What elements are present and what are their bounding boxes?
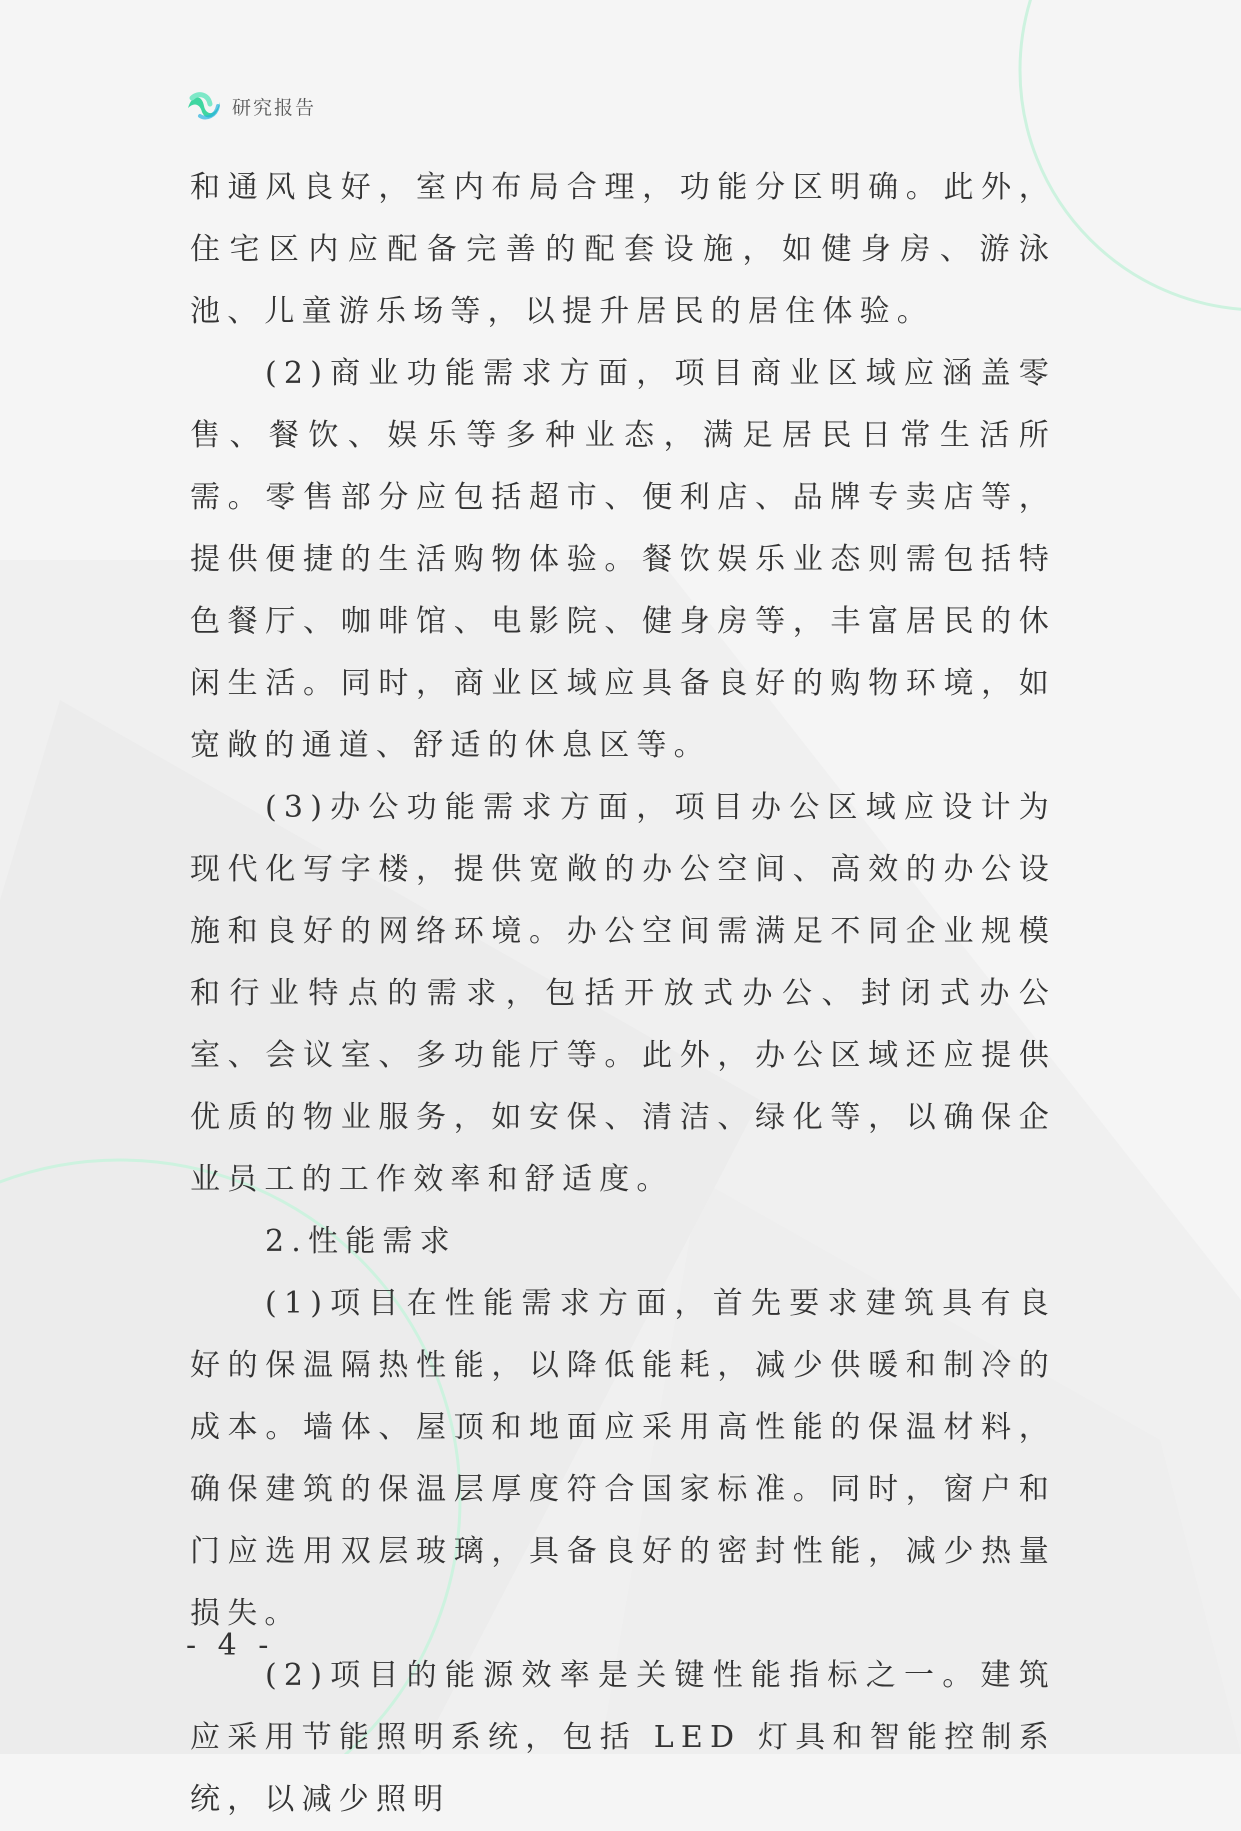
body-paragraph: (3)办公功能需求方面，项目办公区域应设计为现代化写字楼，提供宽敞的办公空间、高效的办公设施和良好的网络环境。办公空间需满足不同企业规模和行业特点的需求，包括开放式办公、封闭式办公室、会议室、多功能厅等。此外，办公区域还应提供优质的物业服务，如安保、清洁、绿化等，以确保企业员工的工作效率和舒适度。: [190, 790, 1056, 1197]
report-header: [186, 88, 316, 124]
leaf-logo-icon: [186, 90, 222, 122]
body-paragraph: (2)项目的能源效率是关键性能指标之一。建筑应采用节能照明系统，包括 LED 灯具和智能控制系统，以减少照明: [190, 1658, 1056, 1817]
header-title: 研究报告: [232, 96, 317, 119]
body-paragraph: (1)项目在性能需求方面，首先要求建筑具有良好的保温隔热性能，以降低能耗，减少供暖和制冷的成本。墙体、屋顶和地面应采用高性能的保温材料，确保建筑的保温层厚度符合国家标准。同时，窗户和门应选用双层玻璃，具备良好的密封性能，减少热量损失。: [190, 1286, 1056, 1631]
body-paragraph: 和通风良好，室内布局合理，功能分区明确。此外，住宅区内应配备完善的配套设施，如健身房、游泳池、儿童游乐场等，以提升居民的居住体验。: [190, 170, 1056, 329]
section-heading: 2.性能需求: [265, 1224, 457, 1259]
page-number: - 4 -: [186, 1628, 275, 1663]
body-paragraph: (2)商业功能需求方面，项目商业区域应涵盖零售、餐饮、娱乐等多种业态，满足居民日常生活所需。零售部分应包括超市、便利店、品牌专卖店等，提供便捷的生活购物体验。餐饮娱乐业态则需包括特色餐厅、咖啡馆、电影院、健身房等，丰富居民的休闲生活。同时，商业区域应具备良好的购物环境，如宽敞的通道、舒适的休息区等。: [190, 356, 1056, 763]
document-body: [190, 157, 1056, 1831]
